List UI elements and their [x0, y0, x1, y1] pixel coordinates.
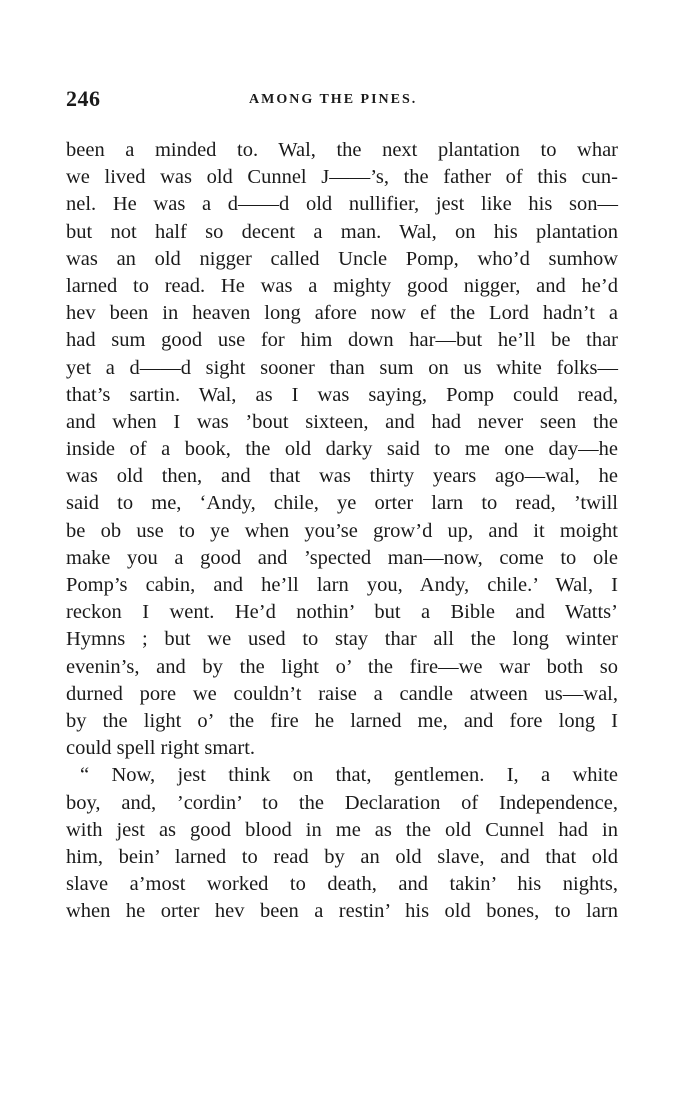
text-line: by the light o’ the fire he larned me, and fore long I [66, 709, 618, 732]
text-line: but not half so decent a man. Wal, on his plantation [66, 220, 618, 243]
text-line: had sum good use for him down har—but he’ll be thar [66, 329, 618, 352]
text-line: be ob use to ye when you’se grow’d up, and it moight [66, 519, 618, 542]
text-line: reckon I went. He’d nothin’ but a Bible and Watts’ [66, 601, 618, 624]
text-line: boy, and, ’cordin’ to the Declaration of Independence, [66, 791, 618, 814]
text-line: and when I was ’bout sixteen, and had never seen the [66, 410, 618, 433]
text-line: evenin’s, and by the light o’ the fire—we war both so [66, 655, 618, 678]
text-line: with jest as good blood in me as the old Cunnel had in [66, 818, 618, 841]
text-line: that’s sartin. Wal, as I was saying, Pomp could read, [66, 383, 618, 406]
text-line: larned to read. He was a mighty good nigger, and he’d [66, 274, 618, 297]
text-line: him, bein’ larned to read by an old slave, and that old [66, 845, 618, 868]
page-header [66, 86, 618, 116]
text-line: hev been in heaven long afore now ef the Lord hadn’t a [66, 302, 618, 325]
text-line: yet a d——d sight sooner than sum on us white folks— [66, 356, 618, 379]
text-line: we lived was old Cunnel J——’s, the father of this cun- [66, 166, 618, 189]
text-line: when he orter hev been a restin’ his old bones, to larn [66, 900, 618, 923]
text-line: make you a good and ’spected man—now, come to ole [66, 546, 618, 569]
text-line: been a minded to. Wal, the next plantation to whar [66, 139, 618, 161]
paragraph-start-line: “ Now, jest think on that, gentlemen. I, a white [80, 764, 618, 787]
text-line: was old then, and that was thirty years ago—wal, he [66, 465, 618, 488]
body-text [66, 137, 618, 925]
text-line: Pomp’s cabin, and he’ll larn you, Andy, chile.’ Wal, I [66, 574, 618, 596]
text-line: Hymns ; but we used to stay thar all the long winter [66, 628, 618, 651]
text-line: was an old nigger called Uncle Pomp, who’d sumhow [66, 247, 618, 270]
running-head: AMONG THE PINES. [249, 92, 418, 107]
text-line: inside of a book, the old darky said to me one day—he [66, 438, 618, 461]
text-line: slave a’most worked to death, and takin’ his nights, [66, 873, 618, 896]
text-line: nel. He was a d——d old nullifier, jest like his son— [66, 193, 618, 216]
page-number: 246 [66, 86, 101, 111]
text-line: durned pore we couldn’t raise a candle atween us—wal, [66, 682, 618, 705]
text-line: said to me, ‘Andy, chile, ye orter larn to read, ’twill [66, 492, 618, 515]
paragraph-end-line: could spell right smart. [66, 737, 256, 760]
